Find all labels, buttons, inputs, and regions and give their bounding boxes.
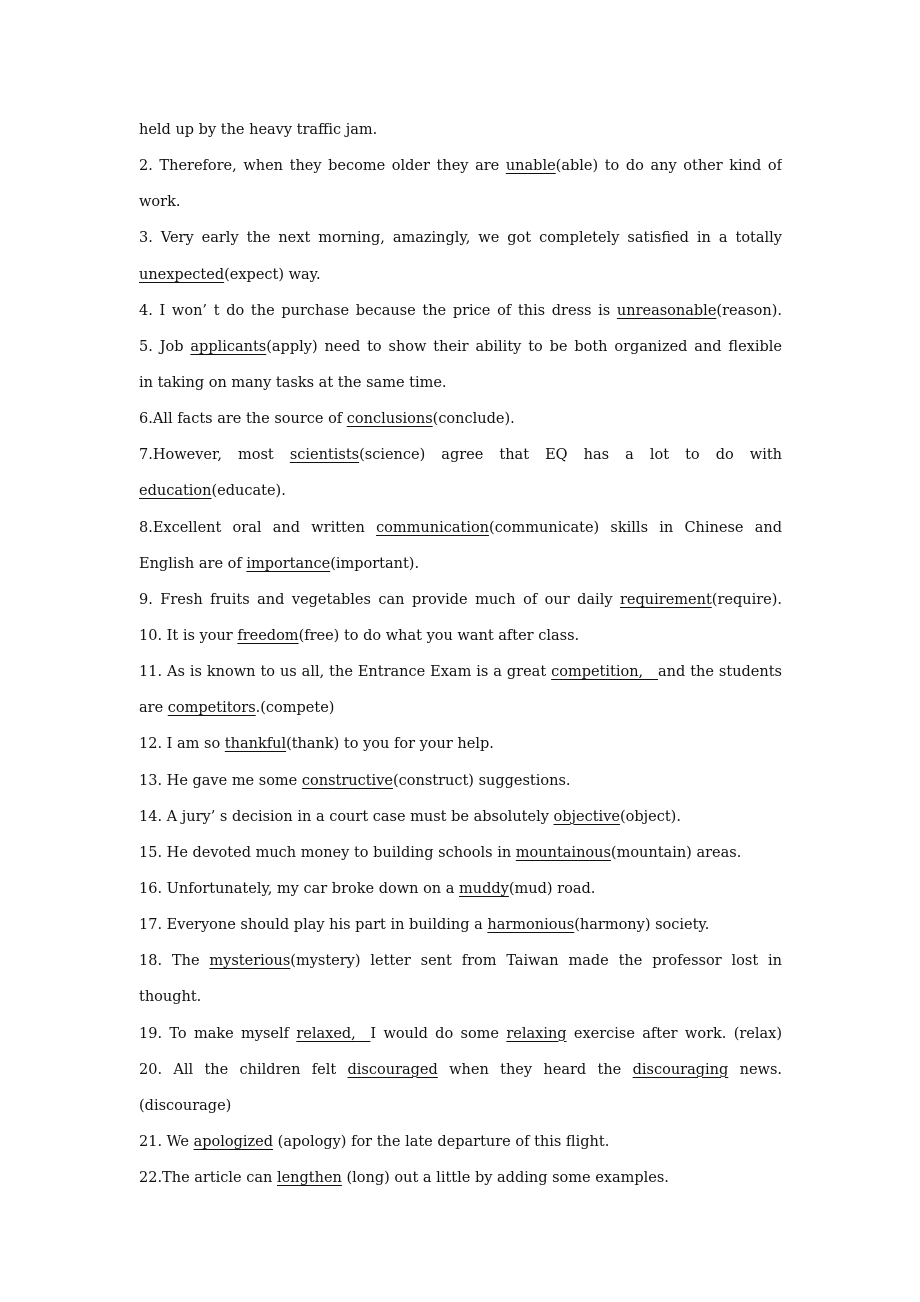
line-text: in taking on many tasks at the same time. <box>139 374 447 391</box>
line-text: (free) to do what you want after class. <box>298 627 580 644</box>
text-line <box>139 1016 782 1052</box>
line-text: 5. Job <box>139 338 191 355</box>
text-line <box>139 473 782 509</box>
answer-word: importance <box>246 555 331 572</box>
text-line <box>139 401 782 437</box>
text-line <box>139 148 782 184</box>
line-text: 9. Fresh fruits and vegetables can provide much of our daily <box>139 591 620 608</box>
line-text: 15. He devoted much money to building schools in <box>139 844 516 861</box>
text-line <box>139 654 782 690</box>
line-text: held up by the heavy traffic jam. <box>139 122 378 138</box>
text-line <box>139 690 782 726</box>
text-line <box>139 184 782 220</box>
answer-word: discouraged <box>347 1061 438 1078</box>
line-text: (apology) for the late departure of this flight. <box>273 1133 610 1150</box>
text-line <box>139 1160 782 1196</box>
line-text: when they heard the <box>437 1061 633 1078</box>
line-text: 16. Unfortunately, my car broke down on a <box>139 880 460 897</box>
line-text: exercise after work. (relax) <box>566 1025 782 1042</box>
line-text: 8.Excellent oral and written <box>139 519 377 536</box>
text-line <box>139 329 782 365</box>
text-line <box>139 1052 782 1088</box>
answer-word: scientists <box>289 447 360 464</box>
line-text: 18. The <box>139 953 210 970</box>
text-line <box>139 112 782 148</box>
line-text: 14. A jury’ s decision in a court case must be absolutely <box>139 808 554 825</box>
text-line <box>139 1088 782 1124</box>
line-text: (construct) suggestions. <box>392 772 571 789</box>
line-text: 13. He gave me some <box>139 772 302 789</box>
line-text: 3. Very early the next morning, amazingly, we got completely satisfied in a totally <box>139 230 782 247</box>
line-text: (expect) way. <box>224 266 321 283</box>
answer-word: unexpected <box>139 266 225 283</box>
text-line <box>139 799 782 835</box>
text-line <box>139 437 782 473</box>
line-text: (communicate) skills in Chinese and <box>489 519 782 536</box>
text-line <box>139 365 782 401</box>
line-text: and the students <box>658 664 782 681</box>
text-line <box>139 763 782 799</box>
answer-word: applicants <box>190 338 267 355</box>
line-text: (science) agree that EQ has a lot to do with <box>359 447 782 464</box>
text-line <box>139 871 782 907</box>
text-line <box>139 618 782 654</box>
line-text: news. <box>728 1061 782 1078</box>
answer-word: freedom <box>237 627 299 644</box>
line-text: 2. Therefore, when they become older they are <box>139 158 506 175</box>
answer-word: unreasonable <box>616 302 717 319</box>
text-line <box>139 293 782 329</box>
line-text: (conclude). <box>432 411 515 428</box>
answer-word: muddy <box>459 880 509 897</box>
answer-word: competition, <box>551 664 659 681</box>
answer-word: discouraging <box>632 1061 729 1078</box>
line-text: 10. It is your <box>139 627 238 644</box>
line-text: (object). <box>619 808 681 825</box>
answer-word: requirement <box>620 591 712 608</box>
line-text: (harmony) society. <box>574 917 710 934</box>
answer-word: education <box>139 483 212 500</box>
text-line <box>139 546 782 582</box>
answer-word: apologized <box>193 1133 274 1150</box>
line-text: (mud) road. <box>508 880 596 897</box>
line-text: (mountain) areas. <box>610 844 742 861</box>
answer-word: competitors <box>167 700 256 717</box>
line-text: work. <box>139 194 181 211</box>
text-line <box>139 1124 782 1160</box>
text-line <box>139 979 782 1015</box>
answer-word: relaxing <box>506 1025 567 1042</box>
answer-word: harmonious <box>487 917 575 934</box>
line-text: 12. I am so <box>139 736 225 753</box>
text-line <box>139 257 782 293</box>
line-text: 19. To make myself <box>139 1025 297 1042</box>
answer-word: thankful <box>224 736 287 753</box>
line-text: are <box>139 700 168 717</box>
answer-word: communication <box>376 519 490 536</box>
line-text: 20. All the children felt <box>139 1061 348 1078</box>
worksheet-page <box>139 112 782 1196</box>
answer-word: relaxed, <box>296 1025 371 1042</box>
line-text: 4. I won’ t do the purchase because the price of this dress is <box>139 302 617 319</box>
line-text: English are of <box>139 555 247 572</box>
line-text: (reason). <box>716 302 782 319</box>
answer-word: mysterious <box>209 953 291 970</box>
line-text: (apply) need to show their ability to be both organized and flexible <box>266 338 782 355</box>
line-text: 21. We <box>139 1133 194 1150</box>
text-line <box>139 582 782 618</box>
line-text: (educate). <box>211 483 286 500</box>
line-text: (discourage) <box>139 1097 232 1114</box>
line-text: (thank) to you for your help. <box>286 736 494 753</box>
answer-word: constructive <box>301 772 393 789</box>
answer-word: lengthen <box>276 1170 342 1187</box>
line-text: 7.However, most <box>139 447 290 464</box>
line-text: 22.The article can <box>139 1170 277 1187</box>
line-text: (require). <box>711 591 782 608</box>
text-line <box>139 907 782 943</box>
line-text: (able) to do any other kind of <box>555 158 782 175</box>
text-line <box>139 510 782 546</box>
line-text: .(compete) <box>255 700 335 717</box>
line-text: (long) out a little by adding some examples. <box>341 1170 669 1187</box>
text-line <box>139 220 782 256</box>
line-text: thought. <box>139 989 202 1006</box>
line-text: 6.All facts are the source of <box>139 411 347 428</box>
answer-word: conclusions <box>346 411 433 428</box>
line-text: I would do some <box>370 1025 507 1042</box>
text-line <box>139 835 782 871</box>
line-text: 17. Everyone should play his part in building a <box>139 917 488 934</box>
answer-word: unable <box>505 158 556 175</box>
line-text: 11. As is known to us all, the Entrance Exam is a great <box>139 664 552 681</box>
answer-word: mountainous <box>515 844 611 861</box>
text-line <box>139 726 782 762</box>
line-text: (important). <box>330 555 420 572</box>
answer-word: objective <box>553 808 620 825</box>
text-line <box>139 943 782 979</box>
line-text: (mystery) letter sent from Taiwan made the professor lost in <box>290 953 782 970</box>
